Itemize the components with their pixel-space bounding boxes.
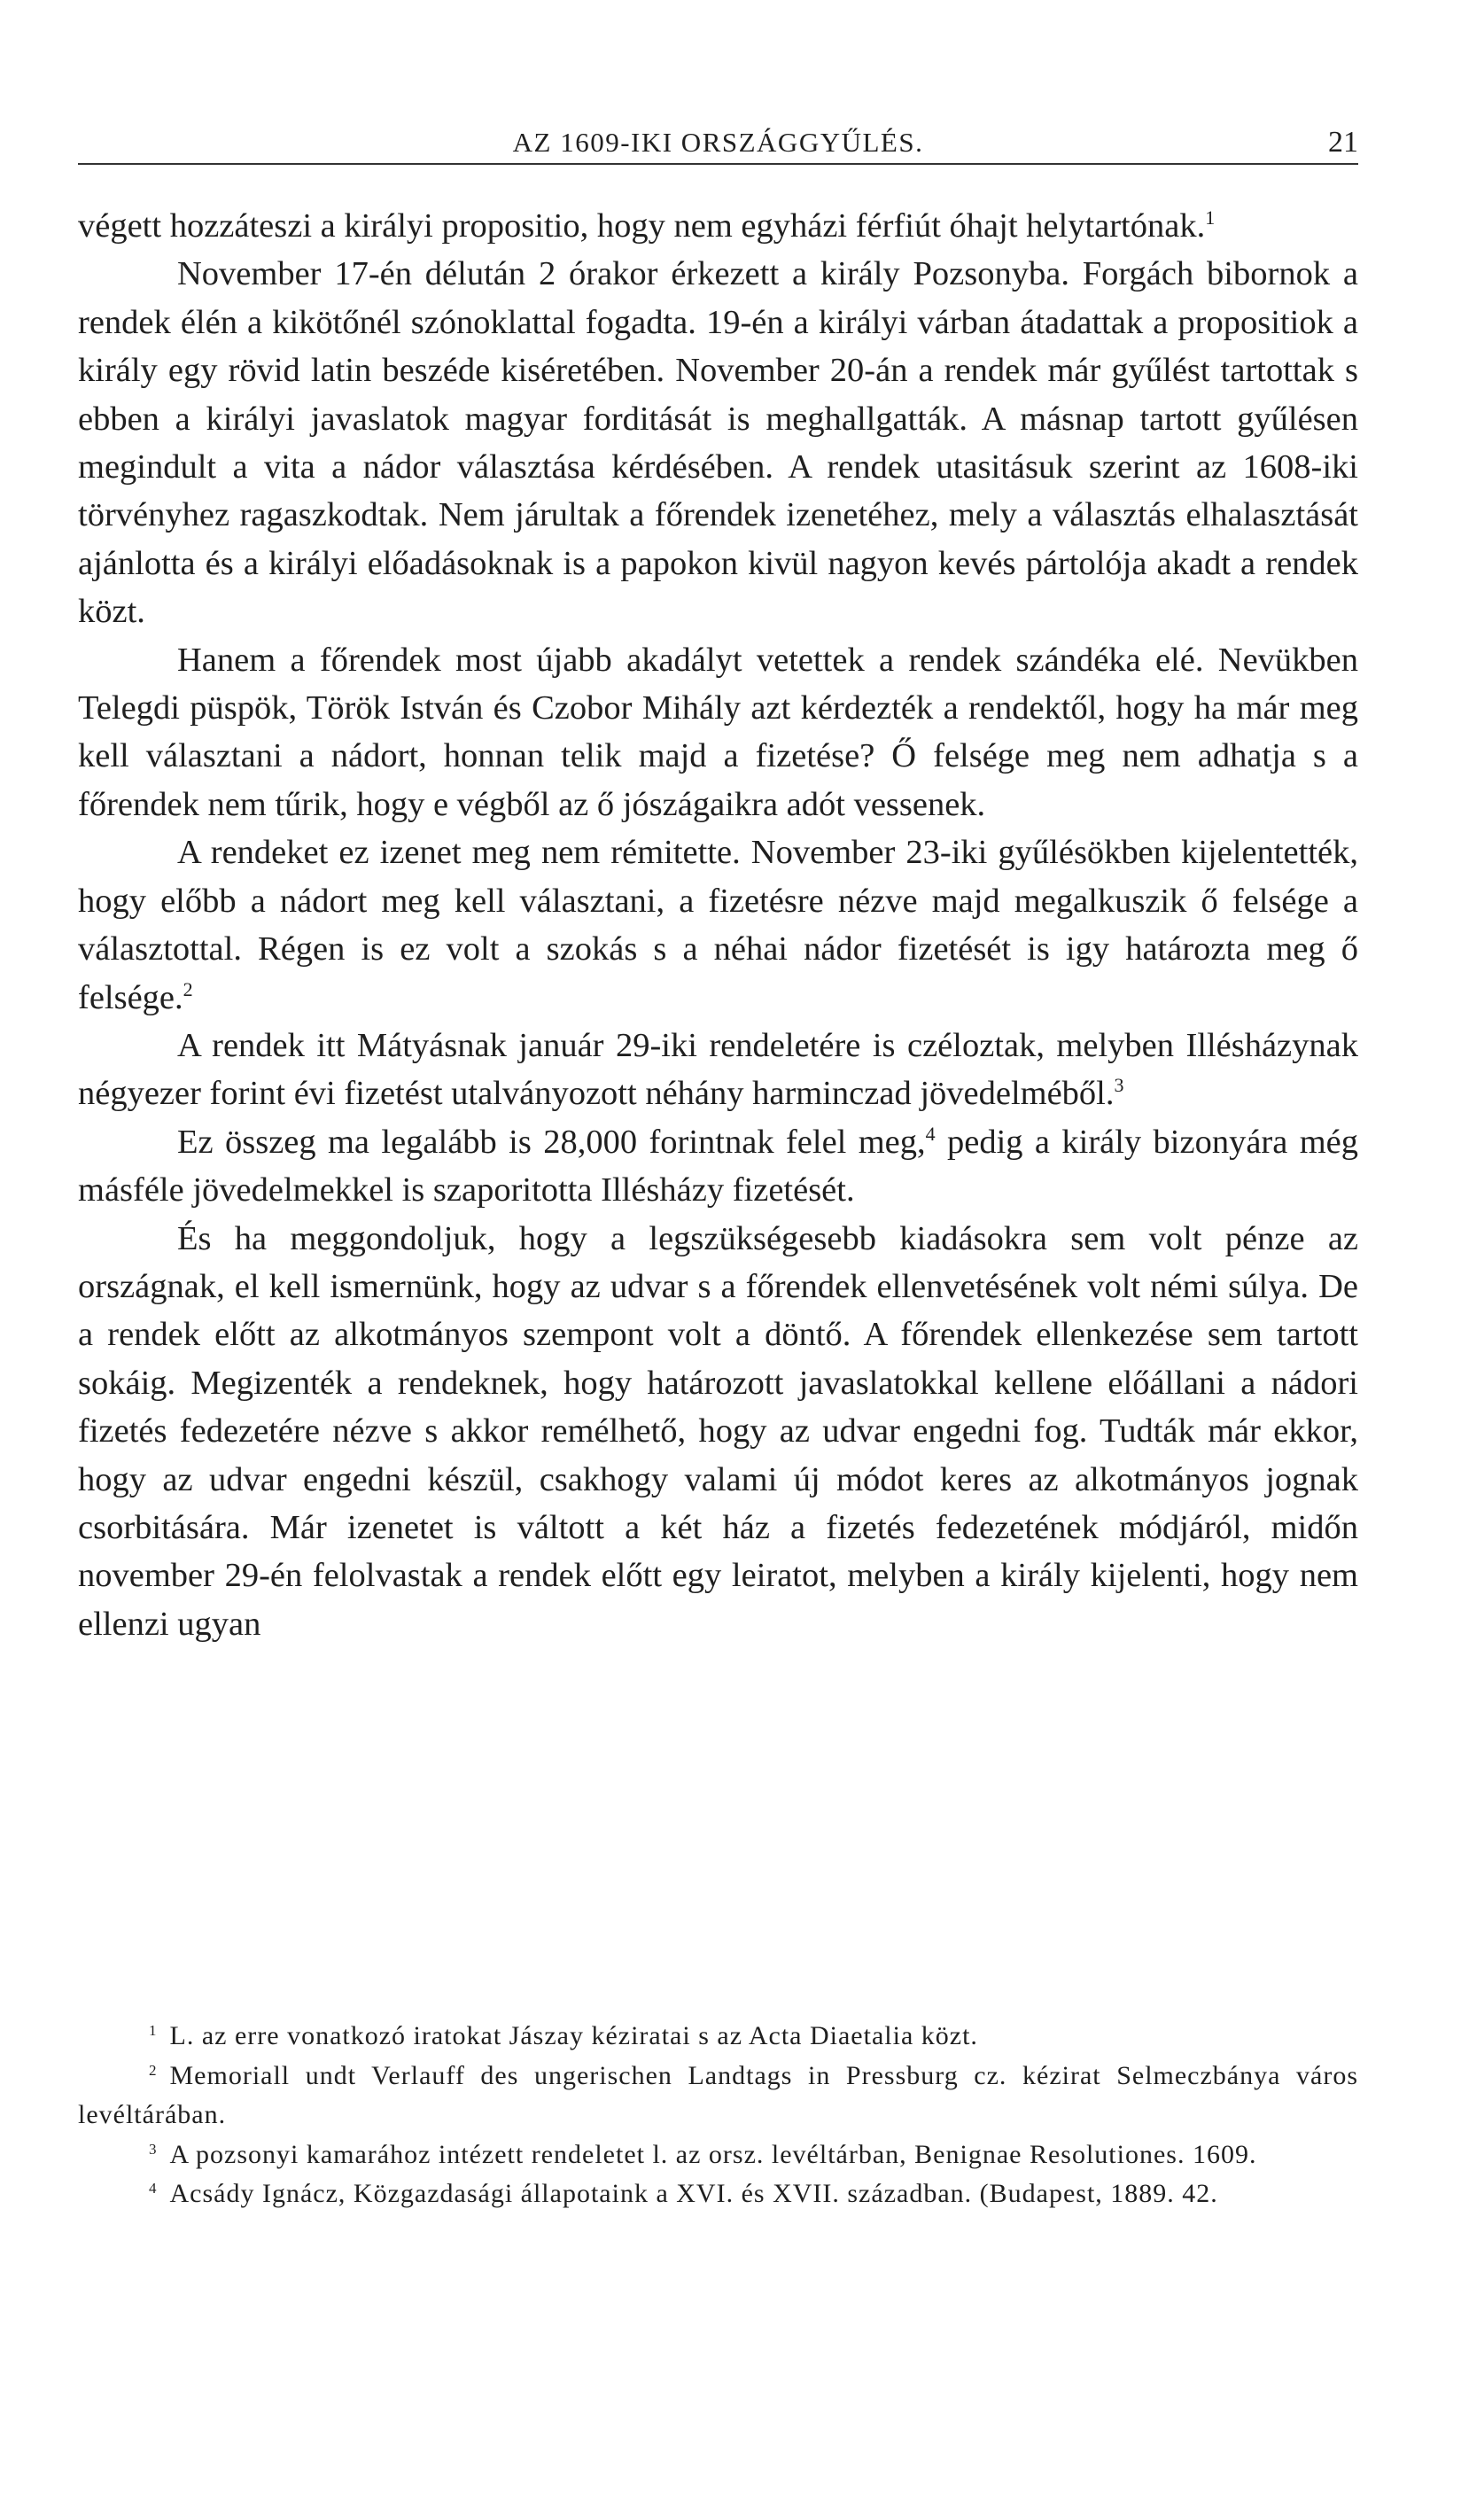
footnote-ref-4: 4 [925,1122,936,1145]
paragraph-3: Hanem a főrendek most újabb akadályt vetettek a rendek szándéka elé. Nevükben Telegdi püspök, Török István és Czobor Mihály azt kérdezték a rendektől, hogy ha már meg kell választani a nádort, honnan telik majd a fizetése? Ő felsége meg nem adhatja s a főrendek nem tűrik, hogy e végből az ő jószágaikra adót vessenek. [78,641,1358,823]
footnote-text: Memoriall undt Verlauff des ungerischen Landtags in Pressburg cz. kézirat Selmeczbánya város levéltárában. [78,2060,1358,2129]
paragraph-2: November 17-én délután 2 órakor érkezett a király Pozsonyba. Forgách bibornok a rendek élén a kikötőnél szónoklattal fogadta. 19-én a királyi várban átadattak a propositiok a király egy rövid latin beszéde kiséretében. November 20-án a rendek már gyűlést tartottak s ebben a királyi javaslatok magyar forditását is meghallgatták. A másnap tartott gyűlésen megindult a vita a nádor választása kérdésében. A rendek utasitásuk szerint az 1608-iki törvényhez ragaszkodtak. Nem járultak a főrendek izenetéhez, mely a választás elhalasztását ajánlotta és a királyi előadásoknak is a papokon kivül nagyon kevés pártolója akadt a rendek közt. [78,255,1358,631]
footnote-mark: 3 [149,2140,158,2158]
footnote-4 [78,2174,1358,2214]
footnote-text: L. az erre vonatkozó iratokat Jászay kéziratai s az Acta Diaetalia közt. [169,2021,978,2050]
paragraph-7: És ha meggondoljuk, hogy a legszükségesebb kiadásokra sem volt pénze az országnak, el kell ismernünk, hogy az udvar s a főrendek ellenvetésének volt némi súlya. De a rendek előtt az alkotmányos szempont volt a döntő. A főrendek ellenkezése sem tartott sokáig. Megizenték a rendeknek, hogy határozott javaslatokkal kellene előállani a nádori fizetés fedezetére nézve s akkor remélhető, hogy az udvar engedni fog. Tudták már ekkor, hogy az udvar engedni készül, csakhogy valami új módot keres az alkotmányos jognak csorbitására. Már izenetet is váltott a két ház a fizetés fedezetének módjáról, midőn november 29-én felolvastak a rendek előtt egy leiratot, melyben a király kijelenti, hogy nem ellenzi ugyan [78,1219,1358,1643]
paragraph-1 [78,202,1358,250]
footnote-mark: 2 [149,2061,158,2079]
footnote-3 [78,2135,1358,2175]
book-page [78,0,1358,2520]
footnote-ref-2: 2 [183,977,193,1000]
footnote-text: A pozsonyi kamarához intézett rendeletet l. az orsz. levéltárban, Benignae Resolutiones. 1609. [169,2139,1257,2169]
paragraph-6-text-before: Ez összeg ma legalább is 28,000 forintnak felel meg, [177,1123,926,1161]
paragraph-4-text: A rendeket ez izenet meg nem rémitette. November 23-iki gyűlésökben kijelentették, hogy előbb a nádort meg kell választani, a fizetésre nézve majd megalkuszik ő felsége a választottal. Régen is ez volt a szokás s a néhai nádor fizetését is igy határozta meg ő felsége. [78,834,1358,1016]
footnote-ref-1: 1 [1205,206,1216,229]
running-title: AZ 1609-IKI ORSZÁGGYŰLÉS. [512,127,924,158]
running-head [78,122,1358,163]
paragraph-6 [78,1118,1358,1215]
footnote-ref-3: 3 [1114,1074,1124,1097]
paragraph-5 [78,1022,1358,1118]
footnote-mark: 1 [149,2022,158,2039]
body-text [78,202,1358,1648]
paragraph-4 [78,828,1358,1022]
footnote-mark: 4 [149,2180,158,2197]
paragraph-5-text: A rendek itt Mátyásnak január 29-iki rendeletére is czéloztak, melyben Illésházynak négyezer forint évi fizetést utalványozott néhány harminczad jövedelméből. [78,1026,1358,1113]
page-number: 21 [1328,126,1358,159]
header-rule [78,163,1358,165]
footnotes [78,2017,1358,2214]
footnote-text: Acsády Ignácz, Közgazdasági állapotaink a XVI. és XVII. században. (Budapest, 1889. 42. [169,2179,1218,2208]
footnote-1 [78,2017,1358,2057]
footnote-2 [78,2057,1358,2135]
paragraph-6-text-after: pedig a király bizonyára még másféle jövedelmekkel is szaporitotta Illésházy fizetését. [78,1123,1358,1209]
paragraph-1-text: végett hozzáteszi a királyi propositio, hogy nem egyházi férfiút óhajt helytartónak. [78,207,1206,245]
